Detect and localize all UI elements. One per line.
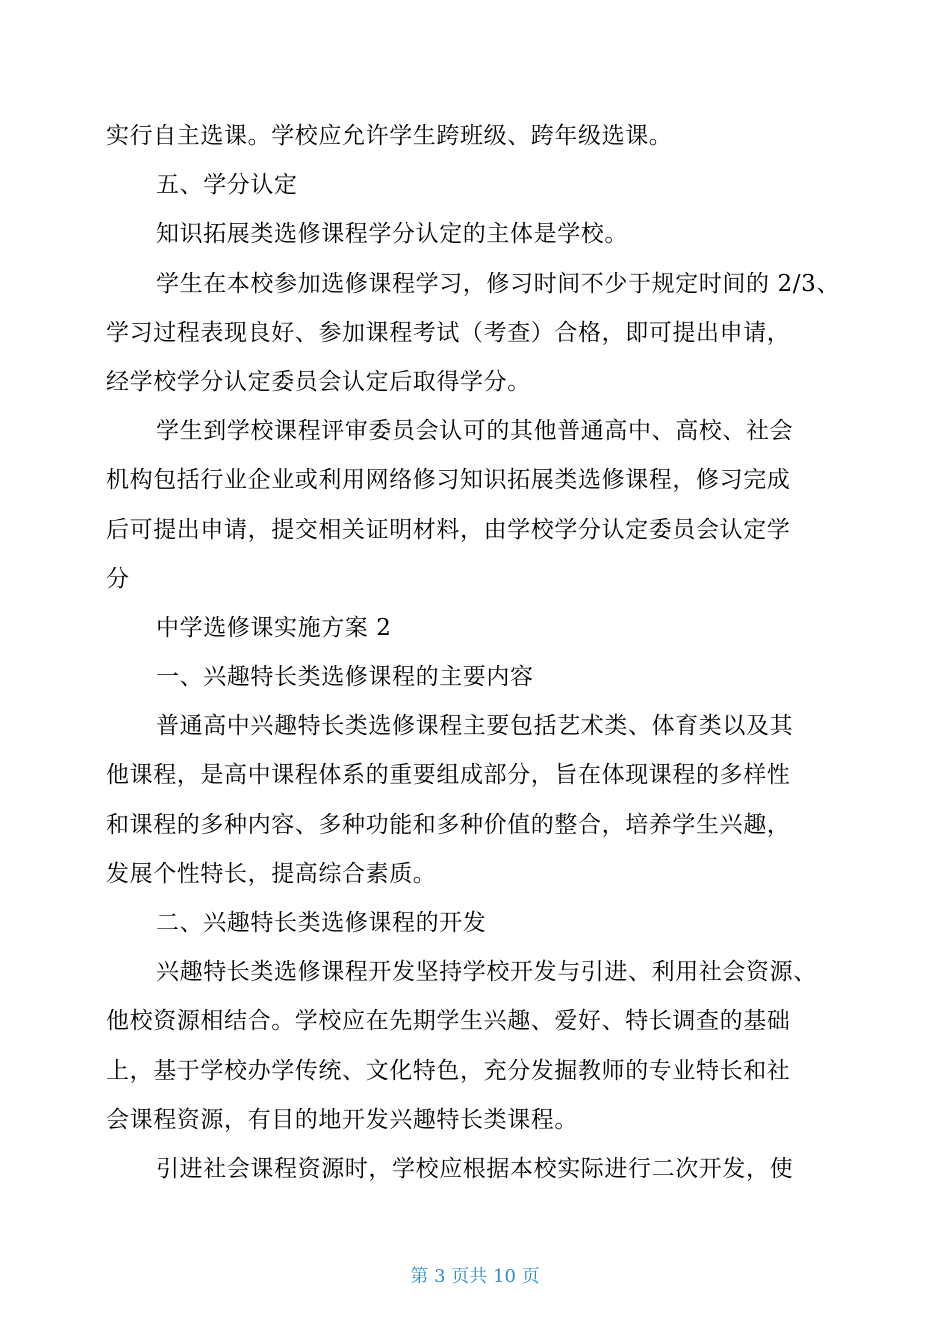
text-line: 学生在本校参加选修课程学习，修习时间不少于规定时间的 2/3、 [156,270,840,297]
document-title: 中学选修课实施方案 2 [156,614,392,641]
text-line: 经学校学分认定委员会认定后取得学分。 [106,368,531,395]
text-line: 会课程资源，有目的地开发兴趣特长类课程。 [106,1106,578,1133]
page-number-footer: 第 3 页共 10 页 [410,1266,540,1287]
text-line: 学生到学校课程评审委员会认可的其他普通高中、高校、社会 [156,418,794,445]
text-line: 引进社会课程资源时，学校应根据本校实际进行二次开发，使 [156,1155,794,1182]
text-line: 学习过程表现良好、参加课程考试（考查）合格，即可提出申请， [106,319,791,346]
document-body [106,112,866,1194]
text-line: 他校资源相结合。学校应在先期学生兴趣、爱好、特长调查的基础 [106,1008,791,1035]
text-line: 后可提出申请，提交相关证明材料，由学校学分认定委员会认定学 [106,516,791,543]
text-line: 分 [106,565,130,592]
text-line: 兴趣特长类选修课程开发坚持学校开发与引进、利用社会资源、 [156,959,817,986]
section-heading: 一、兴趣特长类选修课程的主要内容 [156,664,534,691]
text-line: 实行自主选课。学校应允许学生跨班级、跨年级选课。 [106,123,673,149]
text-line: 上，基于学校办学传统、文化特色，充分发掘教师的专业特长和社 [106,1057,791,1084]
text-line: 和课程的多种内容、多种功能和多种价值的整合，培养学生兴趣， [106,811,791,838]
text-line: 知识拓展类选修课程学分认定的主体是学校。 [156,221,628,248]
text-line: 普通高中兴趣特长类选修课程主要包括艺术类、体育类以及其 [156,713,794,740]
text-line: 他课程，是高中课程体系的重要组成部分，旨在体现课程的多样性 [106,762,791,789]
section-heading: 五、学分认定 [156,172,298,199]
text-line: 机构包括行业企业或利用网络修习知识拓展类选修课程，修习完成 [106,467,791,494]
text-line: 发展个性特长，提高综合素质。 [106,860,437,887]
section-heading: 二、兴趣特长类选修课程的开发 [156,910,487,936]
